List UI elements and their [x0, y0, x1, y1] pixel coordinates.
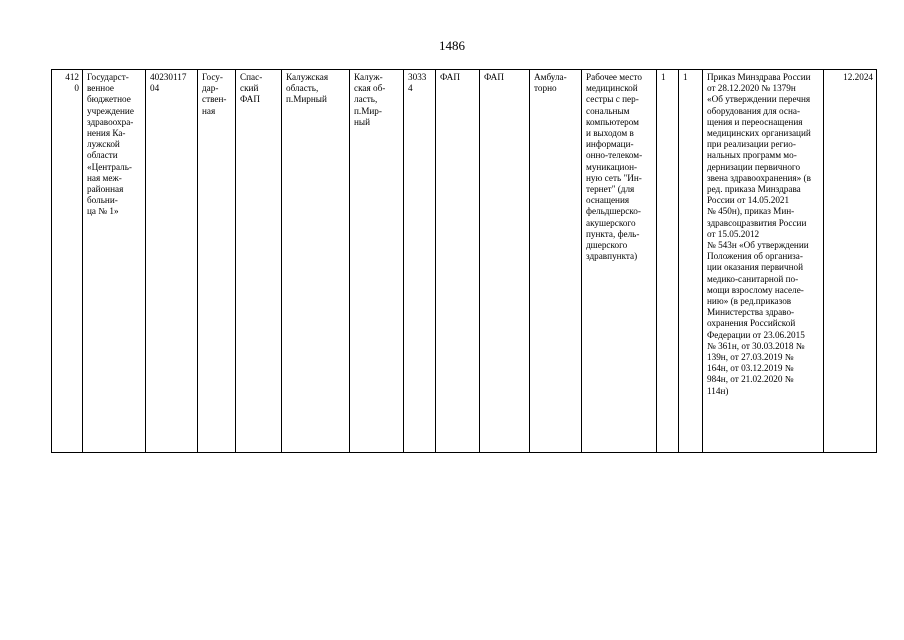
- legal-basis-cell: Приказ Минздрава России от 28.12.2020 № 1379н «Об утверждении перечня оборудования для осна- щения и переоснащения медицинских организаций при реализации регио- нальных программ мо- дернизации первичного звена здравоохранения» (в ред. приказа Минздрава России от 14.05.2021 № 450н), приказ Мин- здравсоцразвития России от 15.05.2012 № 543н «Об утверждении Положения об организа- ции оказания первичной медико-санитарной по- мощи взрослому населе- нию» (в ред.приказов Министерства здраво- охранения Российской Федерации от 23.06.2015 № 361н, от 30.03.2018 № 139н, от 27.03.2019 № 164н, от 03.12.2019 № 984н, от 21.02.2020 № 114н): [703, 70, 824, 453]
- code-cell: 40230117 04: [146, 70, 198, 453]
- type-a-cell: ФАП: [436, 70, 480, 453]
- date-cell: 12.2024: [824, 70, 877, 453]
- workplace-cell: Рабочее место медицинской сестры с пер- сональным компьютером и выходом в информаци- онно-телеком- муникацион- ную сеть "Ин- тернет" (для оснащения фельдшерско- акушерского пункта, фель- дшерского здравпункта): [582, 70, 657, 453]
- facility-name-cell: Спас- ский ФАП: [236, 70, 282, 453]
- index-cell: 3033 4: [404, 70, 436, 453]
- quantity-1-cell: 1: [657, 70, 679, 453]
- quantity-2-cell: 1: [679, 70, 703, 453]
- care-form-cell: Амбула- торно: [530, 70, 582, 453]
- table-row: [52, 70, 877, 453]
- location-cell: Калуж- ская об- ласть, п.Мир- ный: [350, 70, 404, 453]
- address-cell: Калужская область, п.Мирный: [282, 70, 350, 453]
- page-number: 1486: [439, 38, 465, 53]
- organization-cell: Государст- венное бюджетное учреждение здравоохра- нения Ка- лужской области «Централь- ная меж- районная больни- ца № 1»: [83, 70, 146, 453]
- type-b-cell: ФАП: [480, 70, 530, 453]
- ownership-cell: Госу- дар- ствен- ная: [198, 70, 236, 453]
- registry-table: [51, 69, 877, 453]
- row-number-cell: 412 0: [52, 70, 83, 453]
